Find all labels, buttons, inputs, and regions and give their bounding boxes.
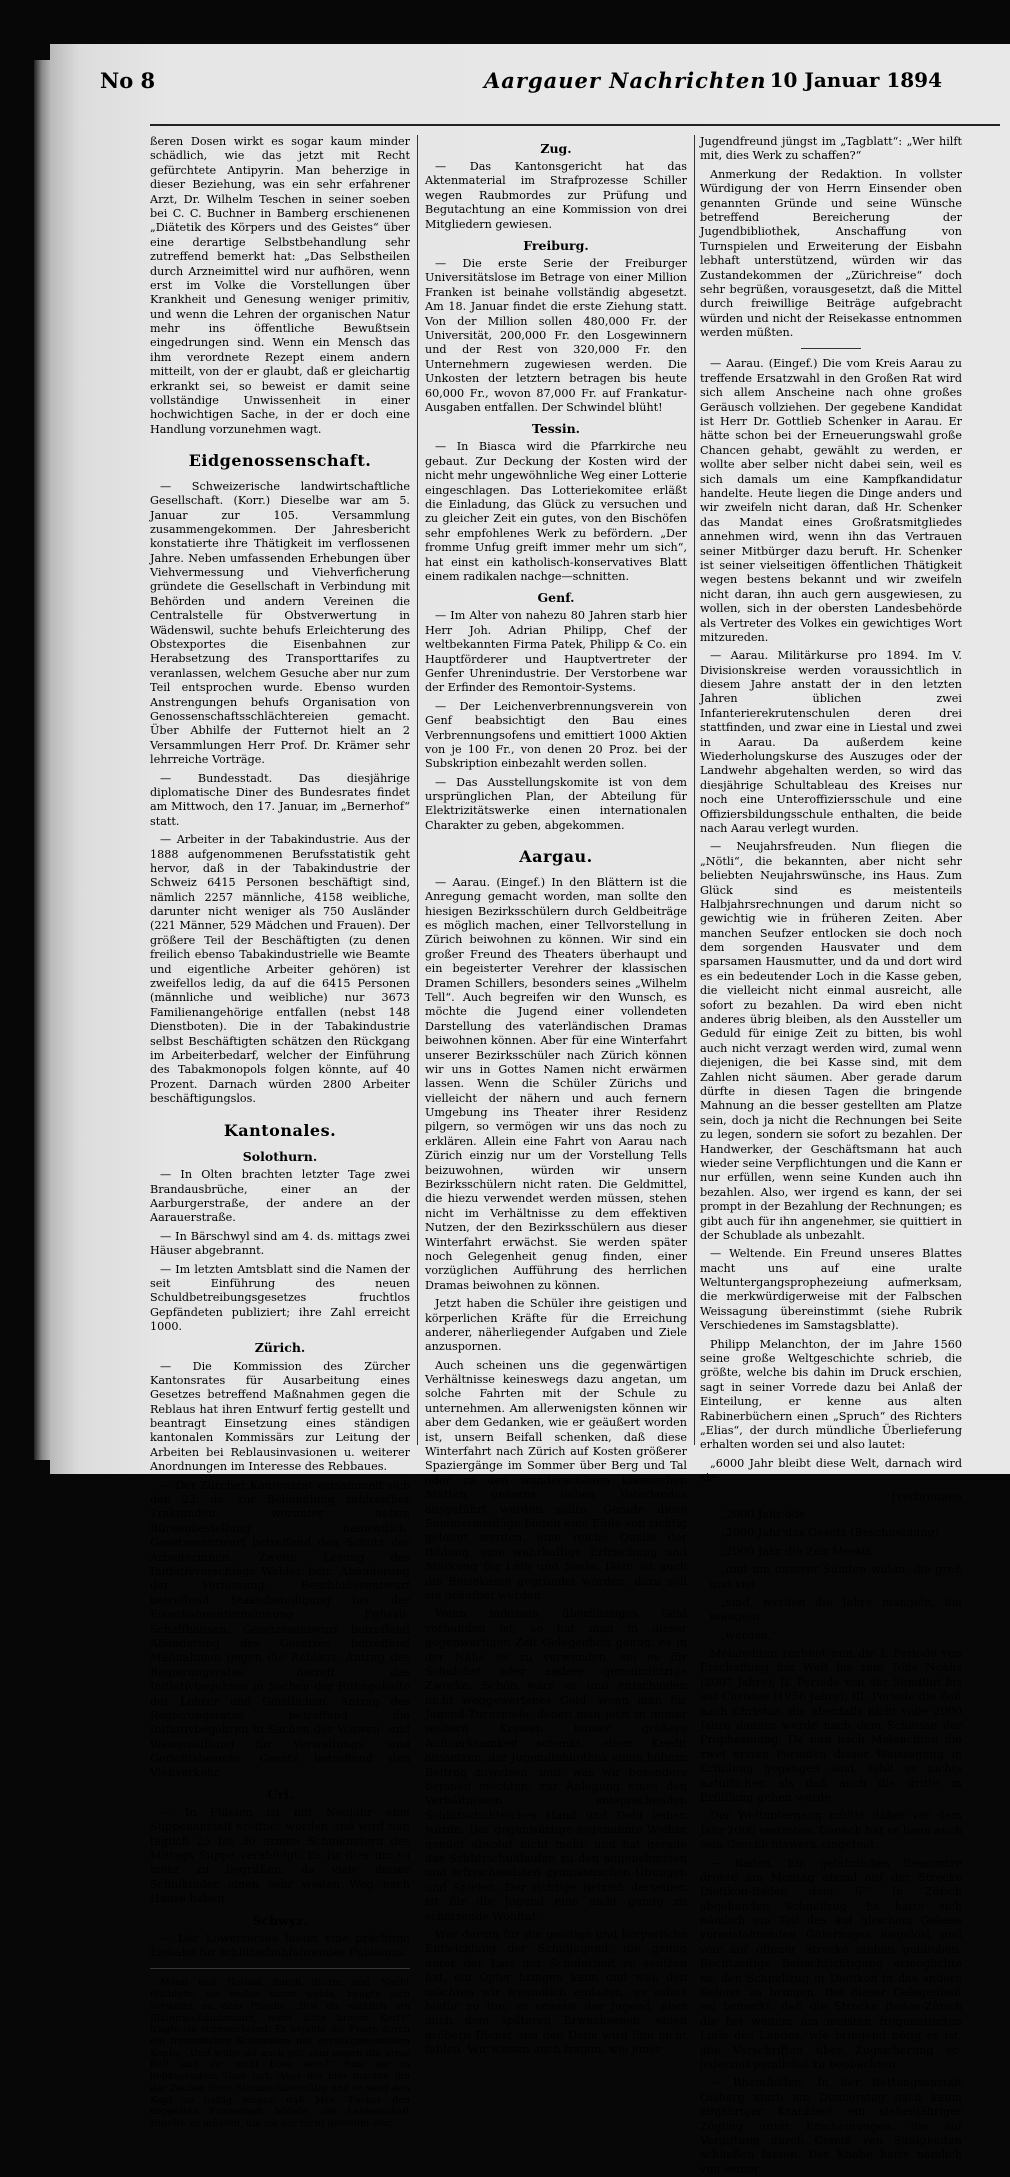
article-text: Jugendfreund jüngst im „Tagblatt“: „Wer hilft mit, dies Werk zu schaffen?“ — [700, 135, 962, 163]
article-text: — Im letzten Amtsblatt sind die Namen der seit Einführung des neuen Schuldbetreibungsgesetzes fruchtlos Gepfändeten publiziert; ihre Zahl erreicht 1000. — [150, 1262, 410, 1334]
subsection-heading: Freiburg. — [523, 238, 589, 254]
prophecy-line: „6000 Jahr bleibt diese Welt, darnach wird sie — [700, 1456, 962, 1485]
column-3 — [700, 135, 962, 2176]
article-separator — [801, 348, 861, 349]
article-text: Melanchton rechnet nun die I. Periode von Erschaffung der Welt bis zum Tode Noahs (2007 Jahre); II. Periode von der Sündflut bis auf Christus (1956 Jahre); III. Periode die Zeit nach Christus, die ebenfalls nicht volle 2000 Jahre dauern werde nach dem Schlusse der Prophezeiung. Da nun nach Melanchton die zwei ersten Perioden dieser Weissagung in Erfüllung gegangen sind, fehlt er nichts natürlicher, als daß auch die dritte in Erfüllung gehen werde. — [700, 1647, 962, 1804]
article-text: — Die Kommission des Zürcher Kantonsrates für Ausarbeitung eines Gesetzes betreffend Maßnahmen gegen die Reblaus hat ihren Entwurf fertig gestellt und beantragt Einsetzung eines ständigen kantonalen Kommissärs zur Leitung der Arbeiten bei Reblausinvasionen u. weiterer Anordnungen im Interesse des Rebbaues. — [150, 1359, 410, 1474]
issue-date: 10 Januar 1894 — [769, 68, 942, 92]
issue-number: No 8 — [100, 68, 156, 93]
article-text: — Arbeiter in der Tabakindustrie. Aus der 1888 aufgenommenen Berufsstatistik geht hervor, daß in der Tabakindustrie der Schweiz 6415 Personen beschäftigt sind, nämlich 2257 männliche, 4158 weibliche, darunter nicht weniger als 750 Ausländer (221 Männer, 529 Mädchen und Frauen). Der größere Teil der Beschäftigten (zu denen freilich ebenso Tabakindustrielle wie Beamte und eigentliche Arbeiter gehören) ist zweifellos ledig, da auf die 6415 Personen (männliche und weibliche) nur 3673 Familienangehörige entfallen (nebst 148 Dienstboten). Die in der Tabakindustrie selbst Beschäftigten schätzen den Rückgang im Arbeiterbedarf, welcher der Einführung des Tabakmonopols folgen könnte, auf 40 Prozent. Darnach würden 2800 Arbeiter beschäftigungslos. — [150, 833, 410, 1106]
column-rule-2 — [694, 135, 695, 1445]
article-text: Wenn indessen überflüssiges Geld vorhanden ist, so hat man in dieser gegenwärtigen Zeit Gelegenheit genug, es in der Nähe es zu verwenden, sei es für Schulobst oder andere gemeinnützige Zwecke. Schön wäre es und entschieden nicht weggeworfenes Geld, wenn man für Jugend-Turnspiele, denen man jetzt in immer weitern Kreisen immer größere Aufmerksamkeit schenkt, einen Kredit aussetzen, der Jugendbibliothek einen höhern Beitrag zuweisen, und, was wir besonders betonen möchten, zur Anlegung eines den Verhältnissen entsprechenden Schlittschuhteiches Hand und Geld leihen würde. Der gegenwärtige sogenannte Weiher genügt absolut nicht mehr, und hat gerade das Schlittschuhlaufen zu den angenehmsten und erfrischendsten gymnastischen Übungen und Spielen. Der richtige Betrieb derselben ist für die Jugend eine nicht genug zu schätzende Wohltat. — [425, 1607, 687, 1923]
section-heading: Kantonales. — [223, 1120, 337, 1140]
header-rule — [150, 124, 1000, 126]
prophecy-line: „2000 Jahr das Gesetz (Beschneidung) — [720, 1526, 940, 1540]
subsection-heading: Uri. — [266, 1786, 294, 1802]
subsection-heading: Zug. — [540, 141, 572, 156]
article-text: Wer darum für die geistige und körperliche Entwicklung der Schuljugend, die genug unter der Last der Schularbeit zu seufzen hat, ein Opfer bringen kann und will, den möchten wir freundlich einladen, es sofort hiefür zu tun; er erweist der Jugend, aber auch dem späteren Erwachsenen, einen größern Dienst und den Dank wird ihm nicht fehlen. Wir wissen auch fragen, wie jener — [425, 1927, 687, 2057]
article-text: — Aarau. (Eingef.) Die vom Kreis Aarau zu treffende Ersatzwahl in den Großen Rat wird sich allem Anscheine nach ohne großes Geräusch vollziehen. Der gegebene Kandidat ist Herr Dr. Gottlieb Schenker in Aarau. Er hätte schon bei der Erneuerungswahl große Chancen gehabt, gewählt zu werden, er wollte aber selber nicht dabei sein, weil es sich damals um eine Kampfkandidatur handelte. Heute liegen die Dinge anders und wir zweifeln nicht daran, daß Hr. Schenker das Mandat eines Großratsmitgliedes annehmen wird, wenn ihn das Vertrauen seiner Mitbürger dazu beruft. Hr. Schenker ist seiner vielseitigen öffentlichen Thätigkeit wegen bestens bekannt und wir zweifeln nicht daran, ihn auch gern ausgewiesen, zu wollen, sich in der obersten Landesbehörde als Vertreter des Volkes ein gewichtiges Wort mitzureden. — [700, 357, 962, 644]
article-text: — Baden. Ein gefährliches Rencontre drohte am Montag abend auf der Strecke Dietikon-Baden dem 6²⁵ in Zürich abgehenden Schnellzug. Es hatte sich nämlich ein Teil des auf gleichem Geleise vorausfahrenden Güterzuges losgelöst und war auf offener Strecke stehen geblieben. Rechtzeitige Benachrichtigung ermöglichte es, den Schnellzug in Dietikon in das andere Geleise zu bringen. Bei dieser Gelegenheit sei bemerkt, daß die Strecke Baden-Zürich die bei weitem am meisten frequentierten Linie des Landes, wie bringend nötig es ist, alle Vorschriften über Zugsicherung sc. jederzeit peinlichst zu beobachten. — [700, 1856, 962, 2071]
article-text: — Das Kantonsgericht hat das Aktenmaterial im Strafprozesse Schiller wegen Raubmordes zur Prüfung und Begutachtung an eine Kommission von drei Mitgliedern gewiesen. — [425, 160, 687, 231]
article-text: Jetzt haben die Schüler ihre geistigen und körperlichen Kräfte für die Erreichung anderer, näherliegender Aufgaben und Ziele anzuspornen. — [425, 1297, 687, 1354]
article-text: — Schweizerische landwirtschaftliche Gesellschaft. (Korr.) Dieselbe war am 5. Januar zur 105. Versammlung zusammengekommen. Der Jahresbericht konstatierte ihre Thätigkeit im verflossenen Jahre. Neben umfassenden Erhebungen über Viehvermessung und Viehverficherung gründete die Gesellschaft in Verbindung mit Behörden und andern Vereinen die Centralstelle für Obstverwertung in Wädenswil, suchte behufs Erleichterung des Obstexportes die Eisenbahnen zur Herabsetzung des Transporttarifes zu veranlassen, welchem Gesuche aber nur zum Teil entsprochen wurde. Ebenso wurden Anstrengungen behufs Organisation von Genossenschaftsschlächtereien gemacht. Über Abhilfe der Futternot hielt an 2 Versammlungen Herr Prof. Dr. Krämer sehr lehrreiche Vorträge. — [150, 479, 410, 767]
article-text: ßeren Dosen wirkt es sogar kaum minder schädlich, wie das jetzt mit Recht gefürchtete Antipyrin. Man beherzige in dieser Beziehung, was ein sehr erfahrener Arzt, Dr. Wilhelm Teschen in seiner soeben bei C. C. Buchner in Bamberg erschienenen „Diätetik des Körpers und des Geistes“ über eine derartige Selbstbehandlung sehr zutreffend bemerkt hat: „Das Selbstheilen durch Arzneimittel wird nur aufhören, wenn erst im Volke die Vorstellungen über Krankheit und Genesung weniger primitiv, und wenn die Lehren der organischen Natur mehr ins öffentliche Bewußtsein eingedrungen sind. Wenn ein Mensch das ihm verordnete Rezept einem andern mitteilt, von der er glaubt, daß er gleichartig erkrankt sei, so beweist er damit seine vollständige Unwissenheit in einer hochwichtigen Sache, in der er doch eine Handlung vorzunehmen wagt. — [150, 135, 410, 436]
subsection-heading: Genf. — [537, 590, 575, 606]
prophecy-line: „sind, werden die Jahre mangeln, die mangeln — [710, 1595, 962, 1624]
subsection-heading: Tessin. — [531, 421, 581, 437]
prophecy-line: „werden.“ — [720, 1628, 778, 1642]
editor-note: Anmerkung der Redaktion. In vollster Würdigung der von Herrn Einsender oben genannten Gründe und seine Wünsche betreffend Bereicherung der Jugendbibliothek, Anschaffung von Turnspielen und Erweiterung der Eisbahn lebhaft unterstützend, würden wir das Zustandekommen der „Zürichreise“ doch sehr begrüßen, vorausgesetzt, daß die Mittel durch freiwillige Beiträge aufgebracht würden und nicht der Reisekasse entnommen werden müßten. — [700, 167, 962, 340]
prophecy-line: [verbrennen — [891, 1489, 962, 1503]
article-text: — Rheinfelden. In der Rettungsanstalt Olsberg starb am Donnerstag nach kaum einjähriger Krankheit ein siebenjähriger Zögling unter Erscheinungen, die auf Vergiftung durch Genuß von Süßigkeiten schließen lassen. Der Knabe hatte nämlich von seiner — [700, 2076, 962, 2176]
article-text: — Der Zürcher Kantonsrat versammelt sich den 22. ds. zur Behandlung zahlreicher Traktanden, worunter neben Büreaubestellung namentlich: Gesetzesentwurf betreffend den Schutz der Arbeiterinnen. Zweite Lesung des Initiativvorschlags Walder betr. Abänderung der Verfassung. Beschlußesentwurf betreffend Staatsbeteiligung bei der Eisenbahnunternehmung Eglisau-Schaffhausen. Gesetzesentwurf betreffend Abänderung des Gesetzes betreffend Maßnahmen gegen die Reblaus. Antrag des Regierungsrates betreff. das Initiativbegehren in Sachen der Ruhegehalte der Lehrer und Geistlichen. Antrag des Regierungsrates betreffend die Initiativbegehren in Sachen der Witwen- und Waisenstiftung für Verwaltungs- und Gerichtsbeamte. Gesetz betreffend den Viehverkehr. — [150, 1478, 410, 1780]
article-text: — Der Lowerzersee bietet eine prächtige Eisbahn für schlittschuhfahrendes Publikum. — [150, 1931, 410, 1960]
prophecy-line: „2000 Jahr öde — [720, 1507, 806, 1521]
column-2 — [425, 135, 687, 2057]
article-text: — In Bärschwyl sind am 4. ds. mittags zwei Häuser abgebrannt. — [150, 1229, 410, 1258]
article-text: Philipp Melanchton, der im Jahre 1560 seine große Weltgeschichte schrieb, die größte, welche bis dahin im Druck erschien, sagt in seiner Vorrede dazu bei Anlaß der Einteilung, er kenne aus alten Rabinerbüchern einen „Spruch“ des Richters „Elias“, der durch mündliche Überlieferung erhalten worden sei und also lautet: — [700, 1337, 962, 1452]
article-text: — In Olten brachten letzter Tage zwei Brandausbrüche, einer an der Aarburgerstraße, der andere an der Aarauerstraße. — [150, 1168, 410, 1225]
section-heading: Aargau. — [519, 847, 593, 867]
feuilleton-rule — [150, 1968, 410, 1969]
prophecy-line: „und um unserer Sünden willen, die groß und viel — [710, 1563, 962, 1591]
subsection-heading: Zürich. — [254, 1340, 306, 1356]
article-text: — In Flüelen ist mit Neujahr eine Suppenanstalt eröffnet worden und wird nun täglich 25 bis 30 armen Schulkindern des Mittags Suppe verabfolgt. Es ist dies um so mehr zu begrüßen, da viele dieser Schulkinder einen sehr weiten Weg nach Hause haben. — [150, 1805, 410, 1906]
article-text: — Aarau. (Eingef.) In den Blättern ist die Anregung gemacht worden, man sollte den hiesigen Bezirksschülern durch Geldbeiträge es möglich machen, einer Tellvorstellung in Zürich beiwohnen zu können. Wir sind ein großer Freund des Theaters überhaupt und ein begeisterter Verehrer der klassischen Dramen Schillers, besonders seines „Wilhelm Tell“. Auch begreifen wir den Wunsch, es möchte die Jugend einer vollendeten Darstellung des vaterländischen Dramas beiwohnen können. Aber für eine Winterfahrt unserer Bezirksschüler nach Zürich können wir uns in Gottes Namen nicht erwärmen lassen. Wenn die Schüler Zürichs und vielleicht der nähern und auch fernern Umgebung ins Theater ihrer Residenz pilgern, so vermögen wir uns das noch zu erklären. Allein eine Fahrt von Aarau nach Zürich einzig nur um der Vorstellung Tells beizuwohnen, würden wir unsern Bezirksschülern nicht raten. Die Geldmittel, die hiezu verwendet werden müssen, stehen nicht im Verhältnisse zu dem effektiven Nutzen, der den Bezirksschülern aus dieser Winterfahrt erwächst. Sie werden später noch Gelegenheit genug finden, einer vorzüglichen Aufführung des herrlichen Dramas beiwohnen zu können. — [425, 875, 687, 1292]
article-text: — Neujahrsfreuden. Nun fliegen die „Nötli“, die bekannten, aber nicht sehr beliebten Neujahrswünsche, ins Haus. Zum Glück sind es meistenteils Halbjahrsrechnungen und darum nicht so gewichtig wie in früheren Zeiten. Aber manchen Seufzer entlocken sie doch noch dem sorgenden Hausvater und dem sparsamen Hausmutter, und da und dort wird es ein bedeutender Loch in die Kasse geben, die vielleicht nicht einmal ausreicht, alle sofort zu bezahlen. Da wird eben nicht anderes übrig bleiben, als den Aussteller um Geduld für einige Zeit zu bitten, bis wohl auch nicht verzagt werden wird, zumal wenn diejenigen, die bei Kasse sind, mit dem Zahlen nicht säumen. Aber gerade darum dürfte in diesen Tagen die bringende Mahnung an die besser gestellten am Platze sein, doch ja nicht die Rechnungen bei Seite zu legen, sondern sie sofort zu bezahlen. Der Handwerker, der Geschäftsmann hat auch wieder seine Verpflichtungen und die Kann er nur erfüllen, wenn seine Kunden auch ihn bezahlen. Also, wer irgend es kann, der sei prompt in der Bezahlung der Rechnungen; es gibt auch für ihn angenehmer, sie quittiert in der Schublade als unbezahlt. — [700, 840, 962, 1242]
article-text: — In Biasca wird die Pfarrkirche neu gebaut. Zur Deckung der Kosten wird der nicht mehr ungewöhnliche Weg einer Lotterie eingeschlagen. Das Lotteriekomitee erläßt die Einladung, das Glück zu versuchen und zu gleicher Zeit ein gutes, von den Bischöfen sehr empfohlenes Werk zu befördern. „Der fromme Unfug greift immer mehr um sich“, hat einst ein katholisch-konservatives Blatt einem radikalen nachge—schnitten. — [425, 440, 687, 583]
article-text: Auch scheinen uns die gegenwärtigen Verhältnisse keineswegs dazu angetan, um solche Fahrten mit der Schule zu unternehmen. Am allerwenigsten können wir aber dem Gedanken, wie er geäußert worden ist, unsern Beifall schenken, daß diese Winterfahrt nach Zürich auf Kosten größerer Spaziergänge im Sommer über Berg und Tal oder zu den wunderschönen klassischen Stätten unseres lieben Vaterlandes ausgeführt werden sollte. Gerade diese Sommerausflüge bieten eine Fülle von richtig geleitet werden, eine reiche Quelle der Bildung, eine wahrhaftige Erfrischung und Stärkung für Leib und Seele. Dazu ist auch die Reisekasse gegründet worden, dazu soll sie geäufnet werden. — [425, 1358, 687, 1602]
column-1 — [150, 135, 410, 2129]
article-text: — Bundesstadt. Das diesjährige diplomatische Diner des Bundesrates findet am Mittwoch, den 17. Januar, im „Bernerhof“ statt. — [150, 771, 410, 828]
article-text: — Der Leichenverbrennungsverein von Genf beabsichtigt den Bau eines Verbrennungsofens und emittiert 1000 Aktien von je 100 Fr., von denen 20 Proz. bei der Subskription einbezahlt werden sollen. — [425, 699, 687, 771]
article-text: — Aarau. Militärkurse pro 1894. Im V. Divisionskreise werden voraussichtlich in diesem Jahre anstatt der in den letzten Jahren üblichen zwei Infanterierekrutenschulen deren drei stattfinden, und zwar eine in Liestal und zwei in Aarau. Da außerdem keine Wiederholungskurse des Auszuges oder der Landwehr abgehalten werden, so wird das diesjährige Schultableau des Kreises nur noch eine Unteroffiziersschule und eine Offiziersbildungsschule enthalten, die beide nach Aarau verlegt wurden. — [700, 649, 962, 835]
subsection-heading: Schwyz. — [252, 1912, 308, 1928]
article-text: Der Weltuntergang müßte daher vor dem Jahr 2000 eintreten. Danach hat er bann auch sein Geschichtswerk eingeteilt. — [700, 1809, 962, 1852]
section-heading: Eidgenossenschaft. — [188, 451, 372, 471]
page-header — [70, 62, 960, 94]
column-rule-1 — [417, 135, 418, 1445]
prophecy-line: „2000 Jahr die Zeit Messiä — [720, 1544, 872, 1558]
feuilleton-text: Mann und Heimat durch Sturm und Nacht flüchtete, sie wußte kaum wohin, beugte sich vorwärts zu dem Pferde. „Bist du wirklich ein Blaugrau-Landsmann, mein alter braver Kerl?“ fragte sie schmeichelnd. Er bejahte die Frage durch ein freundliches Schnauben mit zurückgewendeten Kopfe. „Und willst du auch gut sein gegen die arme Bell und ihr nicht böse sein?“ fuhr sie in liebkosendem Tone fort. Aber die hier machte ihn der Zauber ihrer Stimme übermütig und er warf den Kopf so heftig empor, daß Mrs. Tucker den doppelten Frauenhalt bildete, die Leidenschaft zügelte zu müssen, die sie gar nicht gewohnt war. — [150, 1977, 410, 2129]
article-text: — Im Alter von nahezu 80 Jahren starb hier Herr Joh. Adrian Philipp, Chef der weltbekannten Firma Patek, Philipp & Co. ein Hauptförderer und Hauptvertreter der Genfer Uhrenindustrie. Der Verstorbene war der Erfinder des Remontoir-Systems. — [425, 609, 687, 695]
article-text: — Weltende. Ein Freund unseres Blattes macht uns auf eine uralte Weltuntergangsprophezeiung aufmerksam, die merkwürdigerweise mit der Falbschen Weissagung übereinstimmt (siehe Rubrik Verschiedenes im Samstagsblatte). — [700, 1247, 962, 1333]
subsection-heading: Solothurn. — [242, 1149, 318, 1165]
newspaper-title: Aargauer Nachrichten — [484, 68, 767, 93]
article-text: — Das Ausstellungskomite ist von dem ursprünglichen Plan, der Abteilung für Elektrizitätswerke einen internationalen Charakter zu geben, abgekommen. — [425, 775, 687, 832]
article-text: — Die erste Serie der Freiburger Universitätslose im Betrage von einer Million Franken ist beinahe vollständig abgesetzt. Am 18. Januar findet die erste Ziehung statt. Von der Million sollen 480,000 Fr. der Universität, 200,000 Fr. den Losgewinnern und der Rest von 320,000 Fr. den Unternehmern zugewiesen werden. Die Unkosten der letztern betragen bis heute 60,000 Fr., wovon 87,000 Fr. auf Frankatur-Ausgaben entfallen. Der Schwindel blüht! — [425, 257, 687, 414]
